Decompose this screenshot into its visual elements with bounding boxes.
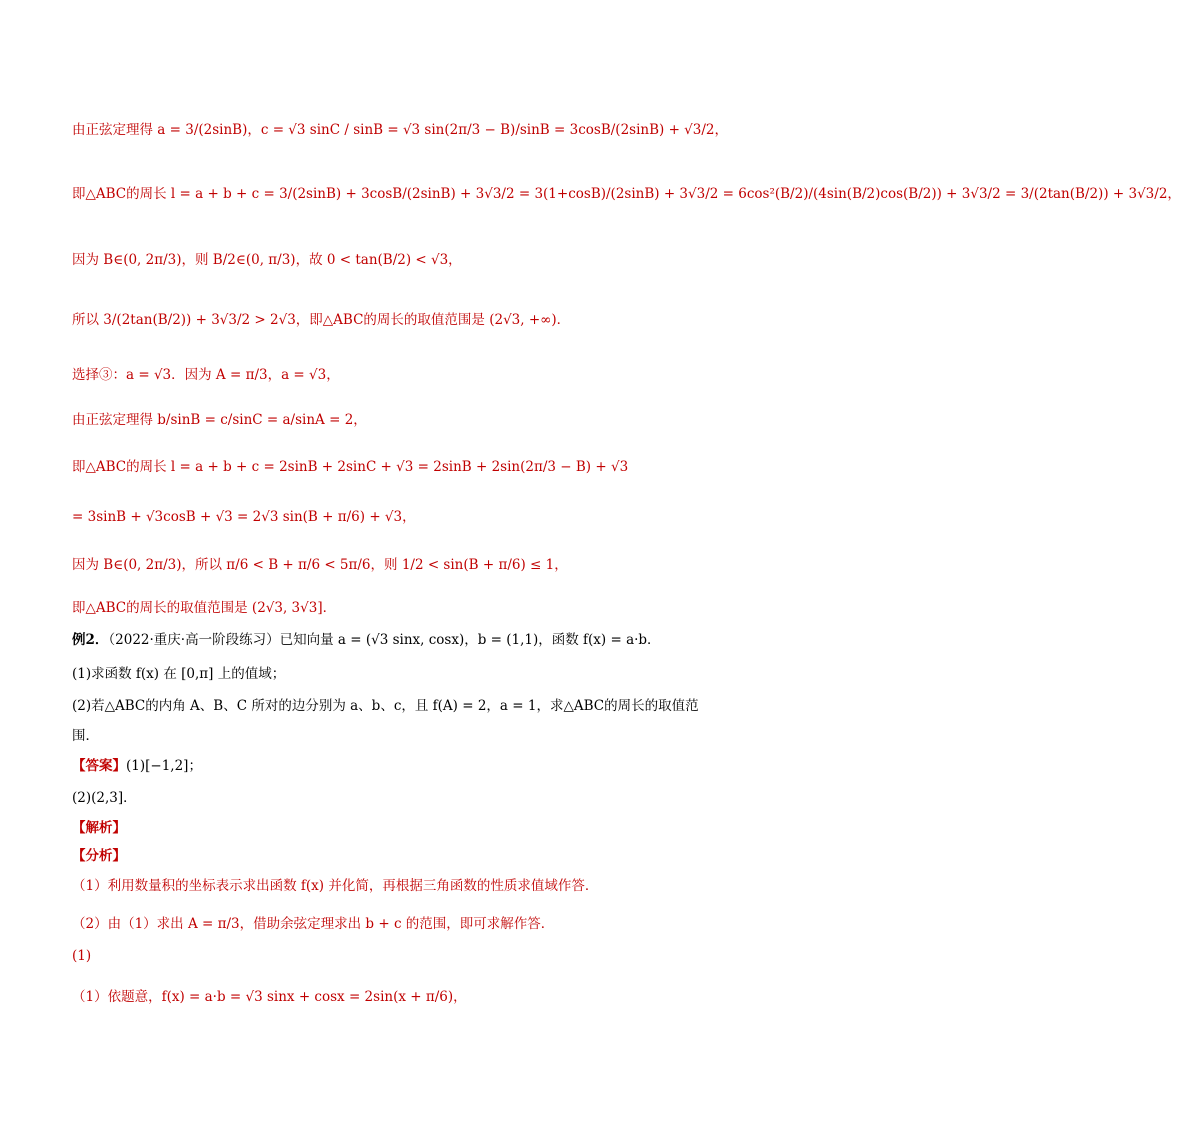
example-label: 例2．: [72, 632, 109, 648]
answer-tag: 【答案】: [72, 758, 126, 774]
text-line: （1）利用数量积的坐标表示求出函数 f(x) 并化简，再根据三角函数的性质求值域作答．: [72, 878, 599, 894]
text-line: 所以 3/(2tan(B/2)) + 3√3/2 > 2√3，即△ABC的周长的取值范围是 (2√3, +∞)．: [72, 312, 571, 328]
text-line: (2)若△ABC的内角 A、B、C 所对的边分别为 a、b、c，且 f(A) = 2，a = 1，求△ABC的周长的取值范: [72, 698, 699, 714]
text-line: 因为 B∈(0, 2π/3)，则 B/2∈(0, π/3)，故 0 < tan(B/2) < √3，: [72, 252, 462, 268]
analysis-sub-tag: 【分析】: [72, 848, 126, 864]
text-line: = 3sinB + √3cosB + √3 = 2√3 sin(B + π/6) + √3，: [72, 509, 416, 525]
answer-line: [72, 754, 202, 774]
example-text: （2022·重庆·高一阶段练习）已知向量 a = (√3 sinx, cosx)，b = (1,1)，函数 f(x) = a·b．: [108, 632, 661, 648]
text-line: (2)(2,3]．: [72, 790, 137, 806]
text-line: 选择③：a = √3．因为 A = π/3，a = √3，: [72, 367, 340, 383]
answer-value: (1)[−1,2]；: [126, 758, 202, 774]
text-line: 因为 B∈(0, 2π/3)，所以 π/6 < B + π/6 < 5π/6，则 1/2 < sin(B + π/6) ≤ 1，: [72, 557, 568, 573]
text-line: (1): [72, 948, 92, 964]
text-line: 围．: [72, 728, 99, 744]
text-line: 即△ABC的周长 l = a + b + c = 2sinB + 2sinC + √3 = 2sinB + 2sin(2π/3 − B) + √3: [72, 459, 629, 475]
text-line: 由正弦定理得 b/sinB = c/sinC = a/sinA = 2，: [72, 412, 367, 428]
text-line: 即△ABC的周长 l = a + b + c = 3/(2sinB) + 3cosB/(2sinB) + 3√3/2 = 3(1+cosB)/(2sinB) + 3√3/2 = 6cos²(B/2)/(4sin(B/2)cos(B/2)) + 3√3/2 = 3/(2tan(B/2)) + 3√3/2，: [72, 186, 1181, 202]
text-line: (1)求函数 f(x) 在 [0,π] 上的值域；: [72, 666, 286, 682]
text-line: 由正弦定理得 a = 3/(2sinB)，c = √3 sinC / sinB = √3 sin(2π/3 − B)/sinB = 3cosB/(2sinB) + √3/2，: [72, 122, 729, 138]
example-header: [72, 628, 661, 648]
text-line: 即△ABC的周长的取值范围是 (2√3, 3√3]．: [72, 600, 337, 616]
text-line: （1）依题意，f(x) = a·b = √3 sinx + cosx = 2sin(x + π/6)，: [72, 989, 467, 1005]
text-line: （2）由（1）求出 A = π/3，借助余弦定理求出 b + c 的范围，即可求解作答．: [72, 916, 555, 932]
analysis-tag: 【解析】: [72, 820, 126, 836]
